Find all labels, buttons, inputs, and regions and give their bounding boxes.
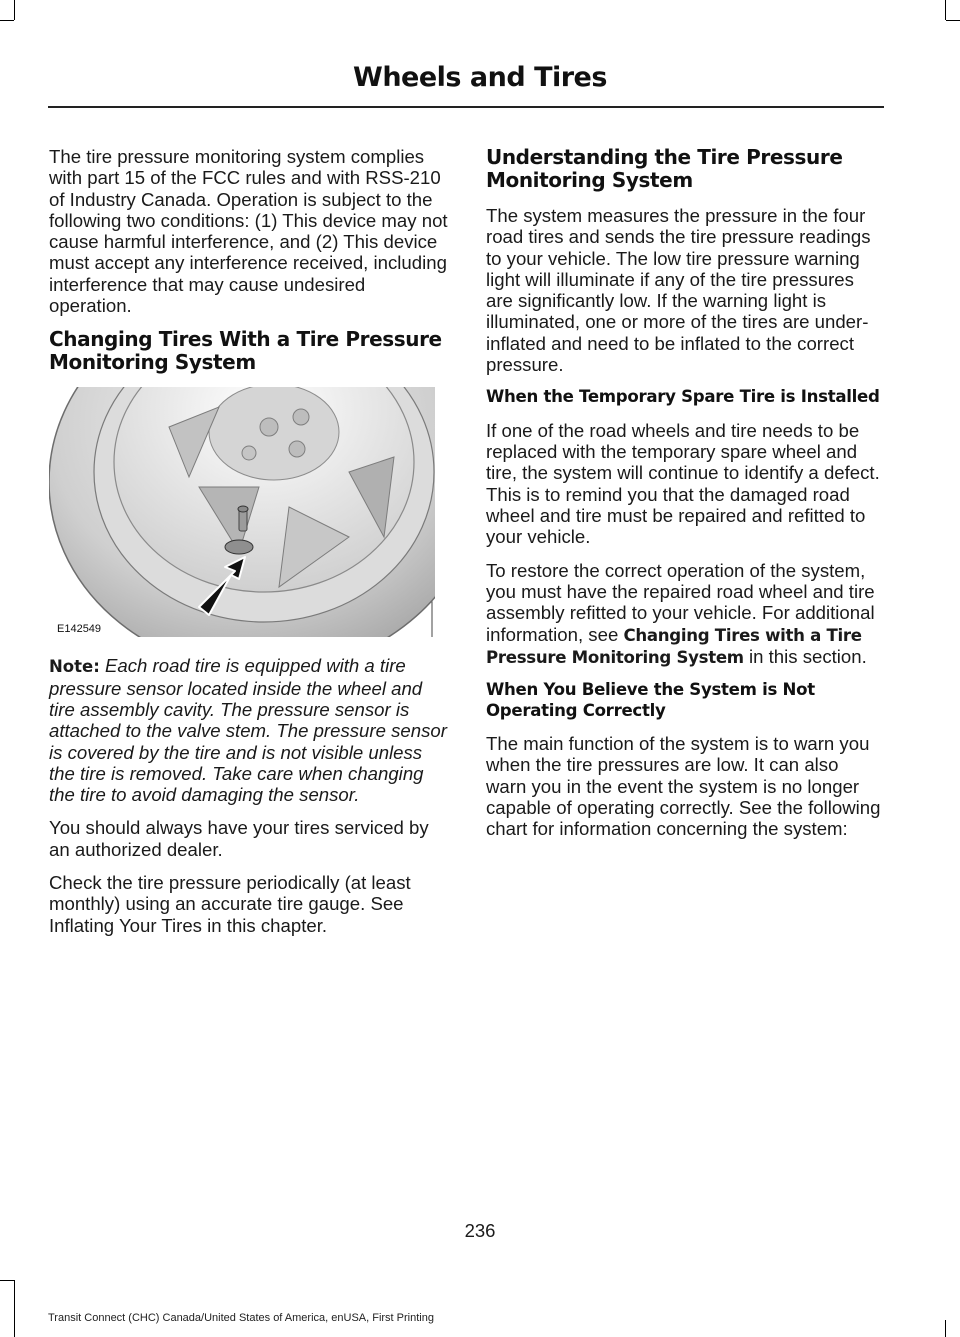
note-text: Each road tire is equipped with a tire pressure sensor located inside the wheel and tire assembly cavity. The pressure sensor is attached to the valve stem. The pressure sensor is covered by the tire and is not visible unless the tire is removed. Take care when changing the tire to avoid damaging the sensor. xyxy=(49,655,447,806)
main-function-paragraph: The main function of the system is to warn you when the tire pressures are low. It can also warn you in the event the system is no longer capable of operating correctly. See the following chart for information concerning the system: xyxy=(486,733,881,840)
restore-operation-paragraph xyxy=(486,560,882,668)
crop-mark xyxy=(946,20,960,21)
crop-mark xyxy=(14,1280,15,1337)
right-column xyxy=(486,146,882,852)
note-label: Note: xyxy=(49,657,100,677)
header-rule xyxy=(48,106,884,108)
crop-mark xyxy=(14,0,15,20)
section-heading-understanding-tpms: Understanding the Tire Pressure Monitoring System xyxy=(486,145,843,192)
restore-text-end: in this section. xyxy=(743,645,867,667)
check-pressure-paragraph: Check the tire pressure periodically (at least monthly) using an accurate tire gauge. See Inflating Your Tires in this chapter. xyxy=(49,872,411,936)
figure-code: E142549 xyxy=(57,623,102,636)
crop-mark xyxy=(0,20,14,21)
restore-text-start: To restore the correct operation of the system, you must have the repaired road wheel and tire assembly refitted to your vehicle. For additional information, see xyxy=(486,559,875,645)
wheel-valve-figure xyxy=(49,387,435,637)
cross-reference-link: Changing Tires with a Tire Pressure Monitoring System xyxy=(486,625,862,667)
section-heading-changing-tires: Changing Tires With a Tire Pressure Monitoring System xyxy=(49,327,442,374)
crop-mark xyxy=(945,1320,946,1337)
left-column xyxy=(49,146,449,948)
crop-mark xyxy=(0,1280,14,1281)
service-paragraph: You should always have your tires serviced by an authorized dealer. xyxy=(49,817,429,860)
page-header-title: Wheels and Tires xyxy=(353,62,607,93)
page-number: 236 xyxy=(464,1220,496,1241)
spare-tire-paragraph: If one of the road wheels and tire needs to be replaced with the temporary spare wheel and tire, the system will continue to identify a defect. This is to remind you that the damaged road wheel and tire must be repaired and refitted to your vehicle. xyxy=(486,419,880,548)
fcc-compliance-paragraph: The tire pressure monitoring system complies with part 15 of the FCC rules and with RSS-210 of Industry Canada. Operation is subject to the following two conditions: (1) This device may not cause harmful interference, and (2) This device must accept any interference received, including interference that may cause undesired operation. xyxy=(49,146,448,317)
wheel-illustration xyxy=(49,387,435,637)
crop-mark xyxy=(945,0,946,20)
sensor-note xyxy=(49,655,449,805)
system-measures-paragraph: The system measures the pressure in the four road tires and sends the tire pressure readings to your vehicle. The low tire pressure warning light will illuminate if any of the tire pressures are significantly low. If the warning light is illuminated, one or more of the tires are under-inflated and need to be inflated to the correct pressure. xyxy=(486,205,871,376)
subheading-not-operating: When You Believe the System is Not Operating Correctly xyxy=(486,680,815,720)
footer-text: Transit Connect (CHC) Canada/United States of America, enUSA, First Printing xyxy=(48,1312,434,1324)
subheading-spare-tire: When the Temporary Spare Tire is Installed xyxy=(486,387,880,407)
